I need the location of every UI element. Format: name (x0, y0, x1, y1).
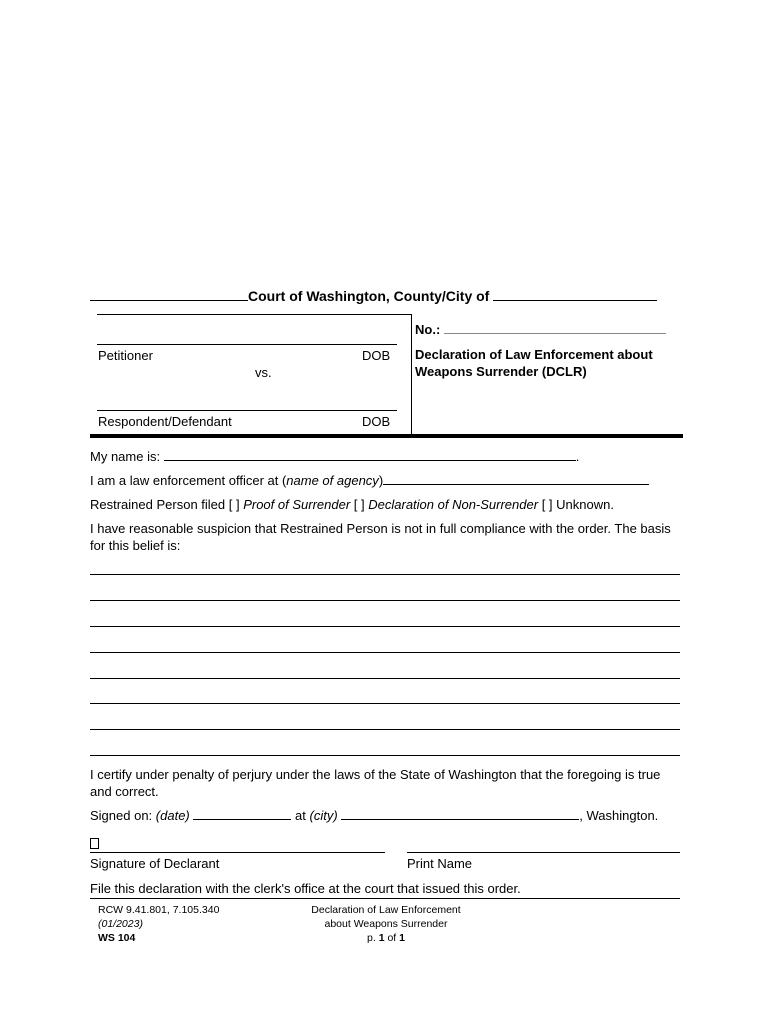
certify-text: I certify under penalty of perjury under the laws of the State of Washington that the foregoing is true and correct. (90, 767, 661, 799)
case-number-label: No.: (415, 322, 441, 337)
non-surrender-option[interactable]: Declaration of Non-Surrender (368, 497, 539, 512)
case-number (415, 322, 666, 337)
footer-rule (90, 898, 680, 899)
footer-title-line-1: Declaration of Law Enforcement (311, 904, 461, 916)
petitioner-dob-label: DOB (362, 348, 391, 363)
date-blank[interactable] (193, 808, 291, 820)
respondent-dob-label: DOB (362, 414, 391, 429)
respondent-name-line[interactable] (97, 410, 397, 411)
court-title (90, 288, 680, 304)
basis-line-1[interactable] (90, 574, 680, 575)
agency-row (90, 472, 680, 489)
rcw-citation: RCW 9.41.801, 7.105.340 (98, 904, 220, 916)
my-name-label: My name is: (90, 449, 161, 464)
signed-on-label: Signed on: (90, 808, 153, 823)
filed-row (90, 496, 680, 513)
page-number (286, 931, 486, 945)
city-blank[interactable] (341, 808, 579, 820)
unknown-option[interactable]: [ ] Unknown. (541, 497, 614, 512)
court-name-blank[interactable] (90, 288, 248, 301)
basis-line-3[interactable] (90, 626, 680, 627)
caption-top-rule (97, 314, 411, 315)
signature-line[interactable] (90, 852, 385, 853)
my-name-blank[interactable] (164, 449, 576, 461)
agency-suffix: ) (378, 473, 384, 488)
filed-prefix: Restrained Person filed [ ] (90, 497, 240, 512)
agency-blank[interactable] (383, 473, 649, 485)
city-hint: (city) (309, 808, 338, 823)
basis-line-4[interactable] (90, 652, 680, 653)
footer-title-line-2: about Weapons Surrender (324, 918, 448, 930)
petitioner-name-line[interactable] (97, 344, 397, 345)
agency-prefix: I am a law enforcement officer at ( (90, 473, 287, 488)
footer-left (98, 903, 219, 945)
suspicion-text: I have reasonable suspicion that Restrained Person is not in full compliance with the order. The basis for this belief is: (90, 521, 671, 553)
basis-line-6[interactable] (90, 703, 680, 704)
signed-on-row (90, 807, 680, 824)
versus-label: vs. (255, 365, 272, 380)
page-prefix: p. (367, 932, 376, 944)
basis-line-2[interactable] (90, 600, 680, 601)
at-label: at (295, 808, 306, 823)
court-title-text: Court of Washington, County/City of (248, 288, 490, 304)
footer-center (286, 903, 486, 945)
my-name-row: My name is: . (90, 449, 580, 464)
agency-hint: name of agency (286, 473, 379, 488)
caption-bottom-thick-rule (90, 434, 683, 438)
revision-date: (01/2023) (98, 918, 143, 930)
proof-of-surrender-option[interactable]: Proof of Surrender (243, 497, 351, 512)
signature-label: Signature of Declarant (90, 856, 220, 871)
signature-field-icon[interactable] (90, 838, 99, 849)
date-hint: (date) (155, 808, 190, 823)
respondent-label: Respondent/Defendant (98, 414, 232, 429)
basis-line-7[interactable] (90, 729, 680, 730)
form-code: WS 104 (98, 932, 136, 944)
page-of: of (387, 932, 397, 944)
basis-line-5[interactable] (90, 678, 680, 679)
print-name-line[interactable] (407, 852, 680, 853)
washington-label: , Washington. (579, 808, 659, 823)
county-city-blank[interactable] (493, 288, 657, 301)
file-instruction: File this declaration with the clerk's office at the court that issued this order. (90, 881, 521, 896)
form-title: Declaration of Law Enforcement about Weapons Surrender (DCLR) (415, 347, 653, 379)
petitioner-label: Petitioner (98, 348, 153, 363)
case-number-blank[interactable] (444, 322, 666, 334)
page-current: 1 (378, 932, 385, 944)
basis-line-8[interactable] (90, 755, 680, 756)
print-name-label: Print Name (407, 856, 473, 871)
filed-mid-checkbox[interactable]: [ ] (353, 497, 365, 512)
page-total: 1 (399, 932, 405, 944)
caption-divider (411, 314, 412, 434)
